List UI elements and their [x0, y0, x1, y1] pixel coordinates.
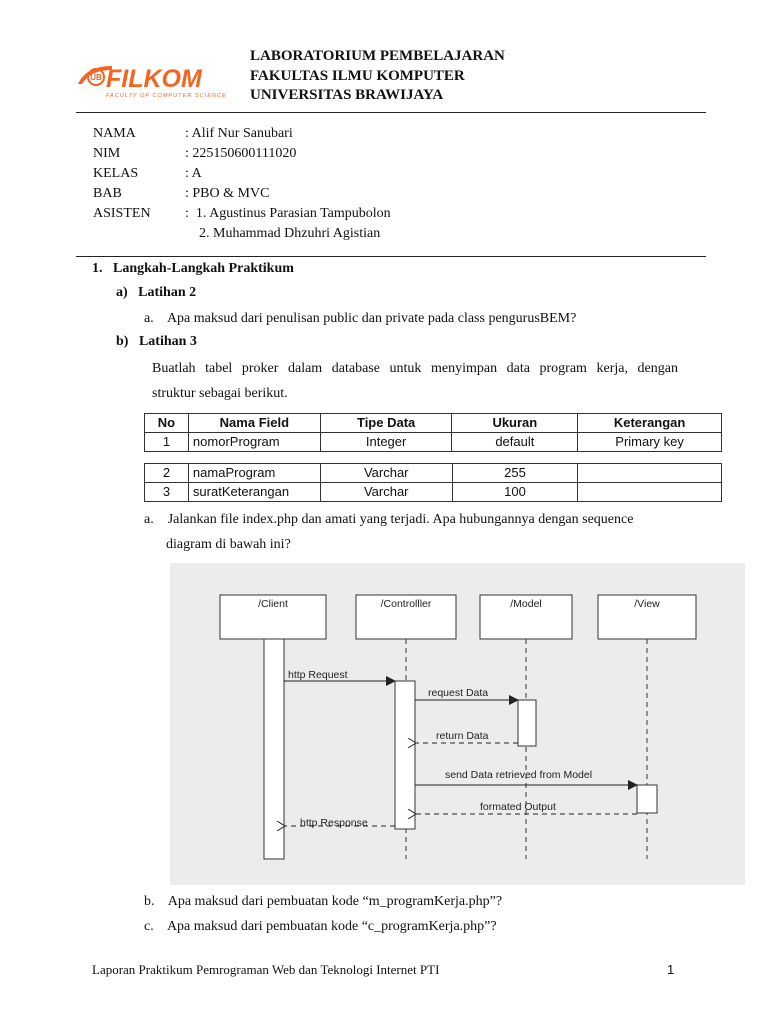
view-activation — [637, 785, 657, 813]
proker-table-top — [144, 413, 722, 452]
controller-activation — [395, 681, 415, 829]
latihan-3-question-b: b. Apa maksud dari pembuatan kode “m_programKerja.php”? — [144, 894, 503, 909]
lifeline-label: /Controlller — [380, 598, 432, 610]
logo-subtitle: FACULTY OF COMPUTER SCIENCE — [106, 93, 227, 99]
message-label: formated Output — [480, 801, 556, 813]
asisten-value-2: 2. Muhammad Dhzuhri Agistian — [199, 226, 381, 241]
latihan-3-question-a-line-1: a. Jalankan file index.php dan amati yang terjadi. Apa hubungannya dengan sequence — [144, 512, 634, 527]
lifeline-label: /Model — [510, 598, 542, 610]
table-cell: default — [452, 433, 578, 452]
logo-badge: UB — [90, 73, 102, 82]
identity-divider — [76, 256, 706, 257]
asisten-label: ASISTEN — [93, 206, 151, 221]
table-cell: 100 — [452, 483, 578, 502]
lifeline-model — [480, 595, 572, 639]
bab-value: : PBO & MVC — [185, 186, 270, 201]
message-label: request Data — [428, 687, 489, 699]
message-label: send Data retrieved from Model — [445, 769, 593, 781]
message-label: http Response — [300, 817, 368, 829]
message-label: http Request — [288, 669, 348, 681]
header-line-2: FAKULTAS ILMU KOMPUTER — [250, 67, 465, 84]
message-label: return Data — [436, 730, 489, 742]
table-cell: 255 — [452, 464, 578, 483]
identity-block — [93, 124, 391, 244]
table-cell: Integer — [320, 433, 452, 452]
table-row — [145, 464, 722, 483]
table-header-cell: Nama Field — [188, 414, 320, 433]
lifeline-controller — [356, 595, 456, 639]
table-cell: suratKeterangan — [188, 483, 320, 502]
lifeline-label: /View — [634, 598, 660, 610]
table-cell: Varchar — [320, 464, 452, 483]
nim-label: NIM — [93, 146, 121, 161]
header-line-3: UNIVERSITAS BRAWIJAYA — [250, 87, 444, 103]
asisten-value-1: : 1. Agustinus Parasian Tampubolon — [185, 206, 391, 221]
client-activation — [264, 639, 284, 859]
table-header-cell: Keterangan — [578, 414, 722, 433]
lifeline-view — [598, 595, 696, 639]
kelas-value: : A — [185, 166, 202, 181]
table-header-cell: Ukuran — [452, 414, 578, 433]
latihan-3-intro-line-2: struktur sebagai berikut. — [152, 386, 288, 401]
table-cell: Primary key — [578, 433, 722, 452]
latihan-3-question-a-line-2: diagram di bawah ini? — [166, 537, 291, 552]
nama-label: NAMA — [93, 126, 136, 141]
table-cell — [578, 464, 722, 483]
table-cell: 3 — [145, 483, 189, 502]
table-cell — [578, 483, 722, 502]
section-heading: 1. Langkah-Langkah Praktikum — [92, 261, 294, 276]
nim-value: : 225150600111020 — [185, 146, 297, 161]
table-cell: namaProgram — [188, 464, 320, 483]
model-activation — [518, 700, 536, 746]
table-row — [145, 433, 722, 452]
latihan-3-intro-line-1: Buatlah tabel proker dalam database untuk menyimpan data program kerja, dengan — [152, 361, 678, 376]
table-header-cell: No — [145, 414, 189, 433]
header-title — [250, 47, 505, 106]
latihan-3-question-c: c. Apa maksud dari pembuatan kode “c_programKerja.php”? — [144, 919, 497, 934]
table-cell: nomorProgram — [188, 433, 320, 452]
proker-table-bottom — [144, 463, 722, 502]
lifeline-client — [220, 595, 326, 639]
bab-label: BAB — [93, 186, 122, 201]
nama-value: : Alif Nur Sanubari — [185, 126, 293, 141]
table-header-row — [145, 414, 722, 433]
table-header-cell: Tipe Data — [320, 414, 452, 433]
filkom-logo — [76, 60, 242, 100]
footer-text: Laporan Praktikum Pemrograman Web dan Teknologi Internet PTI — [92, 962, 440, 977]
header-line-1: LABORATORIUM PEMBELAJARAN — [250, 48, 505, 64]
table-cell: Varchar — [320, 483, 452, 502]
kelas-label: KELAS — [93, 166, 139, 181]
lifeline-label: /Client — [258, 598, 288, 610]
sequence-diagram — [170, 563, 745, 885]
table-cell: 2 — [145, 464, 189, 483]
latihan-3-heading: b) Latihan 3 — [116, 334, 197, 349]
header-divider — [76, 112, 706, 113]
table-cell: 1 — [145, 433, 189, 452]
logo-text: FILKOM — [106, 65, 202, 93]
latihan-2-heading: a) Latihan 2 — [116, 285, 197, 300]
latihan-2-question-a: a. Apa maksud dari penulisan public dan private pada class pengurusBEM? — [144, 311, 577, 326]
page-number: 1 — [667, 962, 675, 977]
table-row — [145, 483, 722, 502]
